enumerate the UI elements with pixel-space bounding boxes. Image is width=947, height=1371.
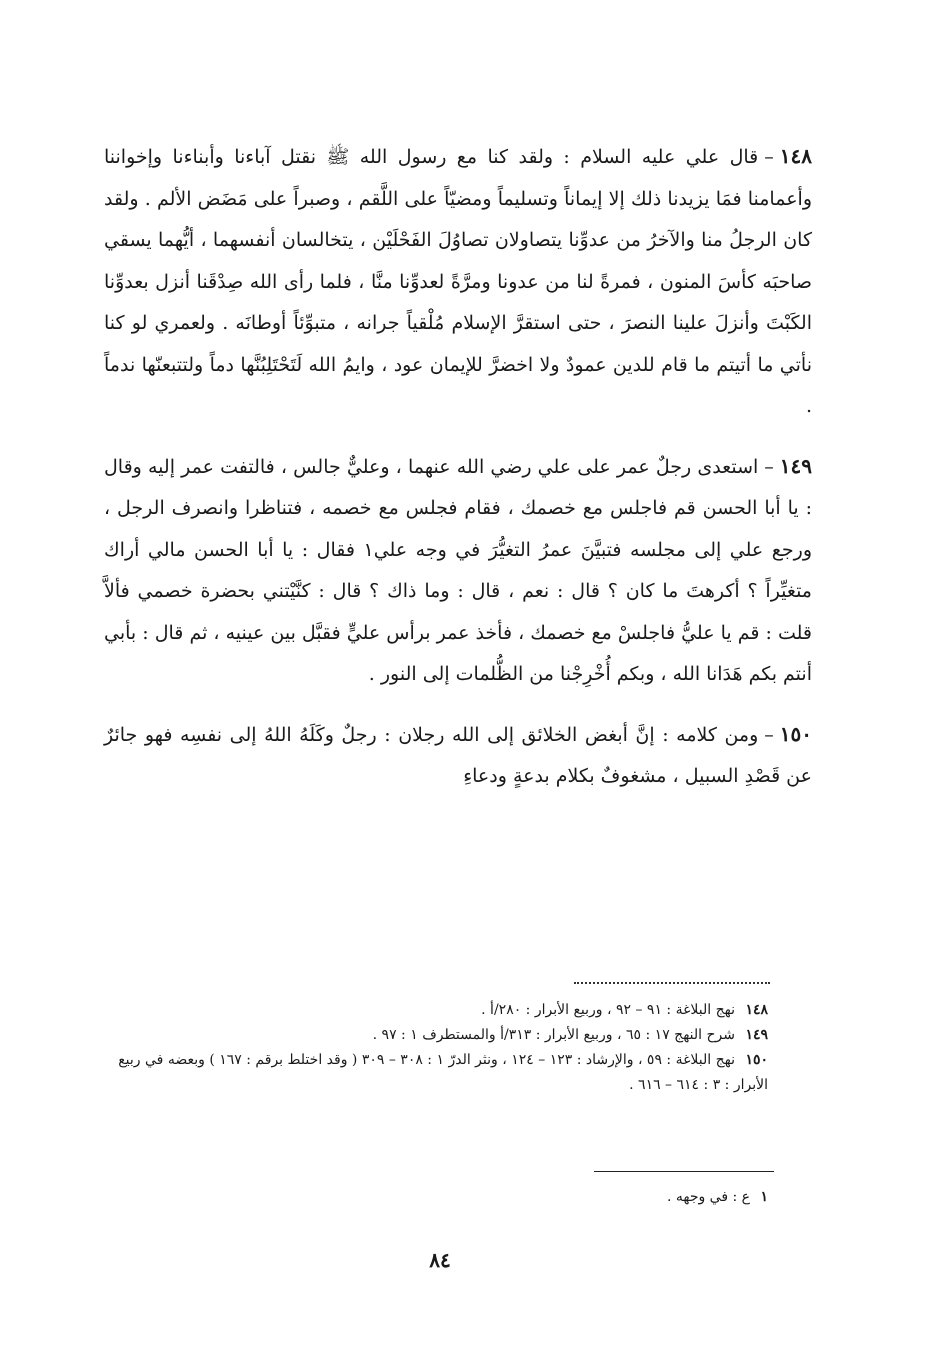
paragraph-text: استعدى رجلٌ عمر على علي رضي الله عنهما ، وعليٌّ جالس ، فالتفت عمر إليه وقال : يا أبا الحسن قم فاجلس مع خصمك ، فقام فجلس مع خصمه ، فتناظرا وانصرف الرجل ، ورجع علي إلى مجلسه فتبيَّنَ عمرُ التغيُّرَ في وجه علي١ فقال : يا أبا الحسن مالي أراك متغيِّراً ؟ أكرهتَ ما كان ؟ قال : نعم ، قال : وما ذاك ؟ قال : كنَّيْتني بحضرة خصمي فألاَّ قلت : قم يا عليُّ فاجلسْ مع خصمك ، فأخذ عمر برأس عليٍّ فقبَّل بين عينيه ، ثم قال : بأبي أنتم بكم هَدَانا الله ، وبكم أُخْرِجْنا من الظُّلمات إلى النور . xyxy=(104,455,812,685)
footnote-text: نهج البلاغة : ٥٩ ، والإرشاد : ١٢٣ – ١٢٤ ، ونثر الدرّ ١ : ٣٠٨ – ٣٠٩ ( وقد اختلط برقم : ١٦٧ ) وبعضه في ربيع الأبرار : ٣ : ٦١٤ – ٦١٦ . xyxy=(118,1052,768,1093)
variant-note xyxy=(560,1186,768,1208)
footnote-number: ١٥٠ xyxy=(745,1052,768,1068)
footnote-149 xyxy=(104,1023,768,1048)
paragraph-number: ١٥٠ xyxy=(779,721,812,746)
footnote-number: ١٤٩ xyxy=(745,1027,768,1043)
footnote-text: نهج البلاغة : ٩١ – ٩٢ ، وربيع الأبرار : ٢٨٠/أ . xyxy=(481,1002,735,1018)
footnote-text: شرح النهج ١٧ : ٦٥ ، وربيع الأبرار : ٣١٣/أ والمستطرف ١ : ٩٧ . xyxy=(372,1027,735,1043)
paragraph-150: ١٥٠–ومن كلامه : إنَّ أبغض الخلائق إلى الله رجلان : رجلٌ وكَلَهُ اللهُ إلى نفسِه فهو جائرٌ عن قَصْدِ السبيل ، مشغوفٌ بكلام بدعةٍ ودعاءِ xyxy=(104,721,812,787)
source-footnotes xyxy=(104,998,768,1098)
footnote-number: ١٤٨ xyxy=(745,1002,768,1018)
paragraph-149: ١٤٩–استعدى رجلٌ عمر على علي رضي الله عنهما ، وعليٌّ جالس ، فالتفت عمر إليه وقال : يا أبا الحسن قم فاجلس مع خصمك ، فقام فجلس مع خصمه ، فتناظرا وانصرف الرجل ، ورجع علي إلى مجلسه فتبيَّنَ عمرُ التغيُّرَ في وجه علي١ فقال : يا أبا الحسن مالي أراك متغيِّراً ؟ أكرهتَ ما كان ؟ قال : نعم ، قال : وما ذاك ؟ قال : كنَّيْتني بحضرة خصمي فألاَّ قلت : قم يا عليُّ فاجلسْ مع خصمك ، فأخذ عمر برأس عليٍّ فقبَّل بين عينيه ، ثم قال : بأبي أنتم بكم هَدَانا الله ، وبكم أُخْرِجْنا من الظُّلمات إلى النور . xyxy=(104,453,812,685)
footnote-separator xyxy=(574,982,770,984)
variant-note-text: ع : في وجهه . xyxy=(666,1189,751,1205)
main-text xyxy=(104,136,812,798)
paragraph-number: ١٤٩ xyxy=(779,453,812,478)
paragraph-text: ومن كلامه : إنَّ أبغض الخلائق إلى الله رجلان : رجلٌ وكَلَهُ اللهُ إلى نفسِه فهو جائرٌ عن قَصْدِ السبيل ، مشغوفٌ بكلام بدعةٍ ودعاءِ xyxy=(104,723,812,787)
paragraph-text: قال علي عليه السلام : ولقد كنا مع رسول الله ﷺ نقتل آباءنا وأبناءنا وإخواننا وأعمامنا فمَا يزيدنا ذلك إلا إيماناً وتسليماً ومضيّاً على اللَّقم ، وصبراً على مَضَض الألم . ولقد كان الرجلُ منا والآخرُ من عدوِّنا يتصاولان تصاوُلَ الفَحْلَيْن ، يتخالسان أنفسهما ، أيُّهما يسقي صاحبَه كأسَ المنون ، فمرةً لنا من عدونا ومرَّةً لعدوِّنا منَّا ، فلما رأى الله صِدْقَنا أنزل بعدوِّنا الكَبْتَ وأنزلَ علينا النصرَ ، حتى استقرَّ الإسلام مُلْقياً جرانه ، متبوِّئاً أوطانَه . ولعمري لو كنا نأتي ما أتيتم ما قام للدين عمودٌ ولا اخضرَّ للإيمان عود ، وايمُ الله لَتَحْتَلِبُنَّها دماً ولتتبعنّها ندماً . xyxy=(104,146,812,417)
page-number: ٨٤ xyxy=(429,1248,451,1272)
variant-note-number: ١ xyxy=(760,1189,768,1205)
paragraph-148: ١٤٨–قال علي عليه السلام : ولقد كنا مع رسول الله ﷺ نقتل آباءنا وأبناءنا وإخواننا وأعمامنا فمَا يزيدنا ذلك إلا إيماناً وتسليماً ومضيّاً على اللَّقم ، وصبراً على مَضَض الألم . ولقد كان الرجلُ منا والآخرُ من عدوِّنا يتصاولان تصاوُلَ الفَحْلَيْن ، يتخالسان أنفسهما ، أيُّهما يسقي صاحبَه كأسَ المنون ، فمرةً لنا من عدونا ومرَّةً لعدوِّنا منَّا ، فلما رأى الله صِدْقَنا أنزل بعدوِّنا الكَبْتَ وأنزلَ علينا النصرَ ، حتى استقرَّ الإسلام مُلْقياً جرانه ، متبوِّئاً أوطانَه . ولعمري لو كنا نأتي ما أتيتم ما قام للدين عمودٌ ولا اخضرَّ للإيمان عود ، وايمُ الله لَتَحْتَلِبُنَّها دماً ولتتبعنّها ندماً . xyxy=(104,144,812,417)
footnote-150 xyxy=(104,1048,768,1098)
variant-separator xyxy=(594,1171,774,1172)
paragraph-number: ١٤٨ xyxy=(779,144,812,168)
footnote-148 xyxy=(104,998,768,1023)
